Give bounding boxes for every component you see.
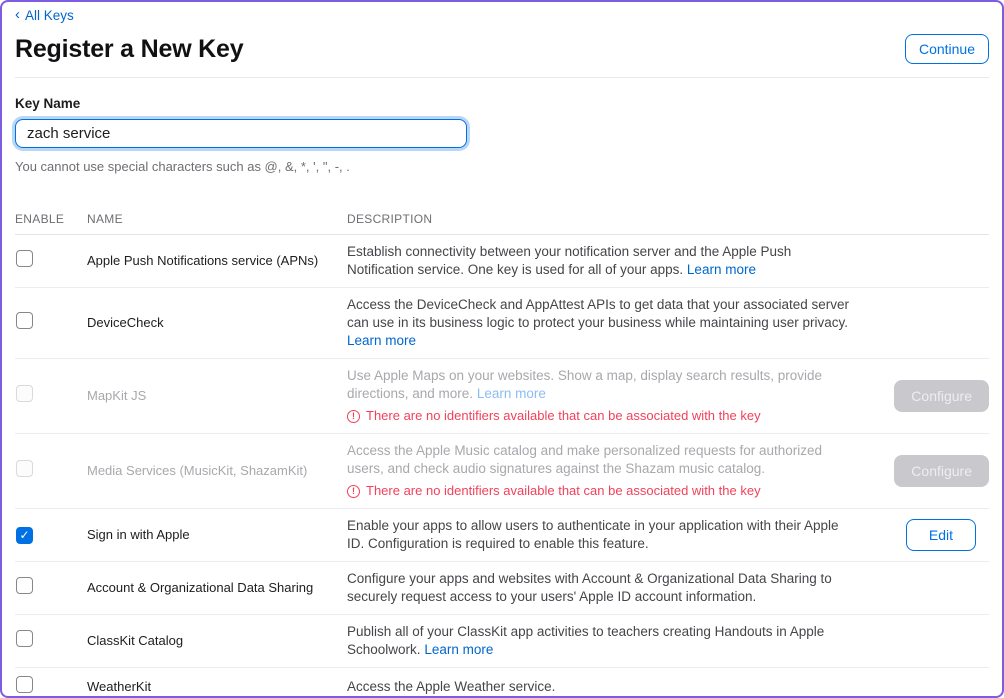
service-name: Account & Organizational Data Sharing [87,580,314,596]
service-description-cell [347,296,877,350]
service-description-cell [347,623,877,659]
action-cell [877,519,989,551]
page-title: Register a New Key [15,34,244,63]
column-header-description: DESCRIPTION [347,212,433,226]
enable-checkbox [16,460,33,477]
header-divider [15,77,989,78]
column-header-enable: ENABLE [15,212,65,226]
service-name: Apple Push Notifications service (APNs) [87,253,319,269]
enable-checkbox[interactable] [16,577,33,594]
enable-cell [15,385,87,407]
enable-checkbox [16,385,33,402]
service-description-text [347,442,859,478]
checkmark-icon: ✓ [19,528,30,542]
no-identifiers-error [347,482,859,500]
service-name: Sign in with Apple [87,527,190,543]
service-description-text [347,570,859,606]
service-name: MapKit JS [87,388,147,404]
service-description-cell [347,442,877,500]
enable-cell [15,630,87,652]
error-text: There are no identifiers available that can be associated with the key [366,483,761,498]
enable-cell [15,526,87,544]
table-row [15,288,989,359]
services-table [15,203,989,698]
learn-more-link[interactable]: Learn more [424,642,494,657]
description-body: Publish all of your ClassKit app activities to teachers creating Handouts in Apple Schoolwork. [347,624,825,657]
service-description-text [347,296,859,350]
column-header-name: NAME [87,212,123,226]
table-row [15,509,989,562]
page-header [15,34,989,64]
table-header-row [15,203,989,235]
enable-cell [15,577,87,599]
error-exclamation-icon: ! [347,410,360,423]
chevron-left-icon: ‹ [15,6,20,23]
key-name-label: Key Name [15,96,81,111]
action-cell [877,380,989,412]
enable-cell [15,312,87,334]
description-body: Access the DeviceCheck and AppAttest APIs to get data that your associated server can use in its business logic to protect your business while maintaining user privacy. [347,297,850,330]
configure-button: Configure [894,455,989,487]
services-table-body [15,235,989,698]
no-identifiers-error [347,407,859,425]
enable-checkbox[interactable] [16,676,33,693]
service-description-text [347,678,859,696]
edit-button[interactable]: Edit [906,519,976,551]
description-body: Use Apple Maps on your websites. Show a map, display search results, provide directions, and more. [347,368,822,401]
service-description-text [347,623,859,659]
service-description-cell [347,517,877,553]
learn-more-link[interactable]: Learn more [686,262,756,277]
enable-cell [15,250,87,272]
service-name: ClassKit Catalog [87,633,184,649]
service-description-cell [347,243,877,279]
table-row [15,615,989,668]
enable-checkbox[interactable] [16,250,33,267]
learn-more-link[interactable]: Learn more [347,333,417,348]
description-body: Access the Apple Weather service. [347,679,556,694]
table-row [15,235,989,288]
enable-cell [15,460,87,482]
key-name-help-text: You cannot use special characters such as @, &, *, ', ", -, . [15,159,350,174]
service-name: DeviceCheck [87,315,164,331]
key-name-input[interactable] [15,119,467,148]
action-cell [877,455,989,487]
description-body: Access the Apple Music catalog and make personalized requests for authorized users, and check audio signatures against the Shazam music catalog. [347,443,823,476]
table-row [15,434,989,509]
service-description-cell [347,367,877,425]
table-row [15,562,989,615]
description-body: Enable your apps to allow users to authenticate in your application with their Apple ID. Configuration is required to enable this feature. [347,518,839,551]
service-description-cell [347,678,877,696]
service-description-text [347,517,859,553]
service-description-text [347,243,859,279]
enable-checkbox[interactable] [16,312,33,329]
back-link-label: All Keys [25,8,74,23]
configure-button: Configure [894,380,989,412]
all-keys-back-link[interactable] [15,8,74,23]
enable-cell [15,676,87,698]
error-exclamation-icon: ! [347,485,360,498]
error-text: There are no identifiers available that can be associated with the key [366,408,761,423]
service-name: WeatherKit [87,679,152,695]
enable-checkbox[interactable] [16,630,33,647]
learn-more-link[interactable]: Learn more [476,386,546,401]
description-body: Establish connectivity between your notification server and the Apple Push Notification service. One key is used for all of your apps. [347,244,792,277]
service-description-text [347,367,859,403]
service-description-cell [347,570,877,606]
enable-checkbox[interactable] [16,527,33,544]
table-row [15,359,989,434]
table-row [15,668,989,698]
continue-button[interactable]: Continue [905,34,989,64]
description-body: Configure your apps and websites with Account & Organizational Data Sharing to securely request access to your users' Apple ID account information. [347,571,832,604]
service-name: Media Services (MusicKit, ShazamKit) [87,463,308,479]
